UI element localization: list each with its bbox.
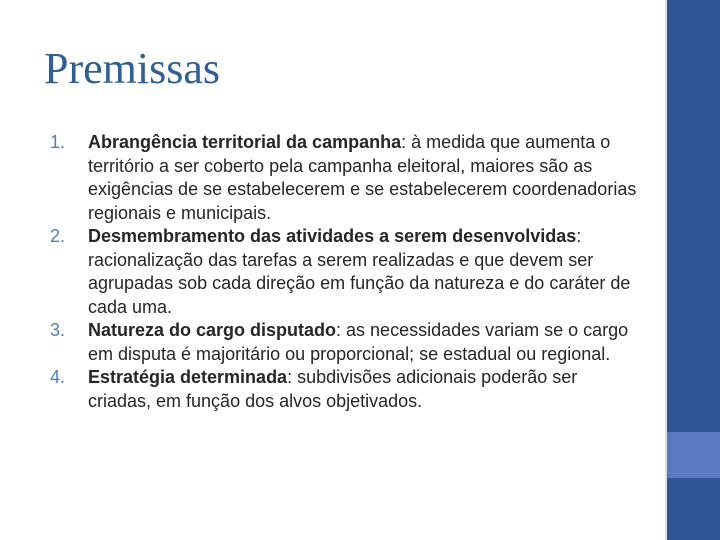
list-item [50,225,640,319]
item-text: : racionalização das tarefas a serem realizadas e que devem ser agrupadas sob cada direção em função da natureza e do caráter de cada uma. [88,226,631,317]
sidebar-accent-block [667,432,720,478]
item-term: Abrangência territorial da campanha [88,132,402,152]
item-body [88,319,640,366]
item-number: 4. [50,367,66,387]
item-body [88,225,640,319]
list-item [50,319,640,366]
item-number: 3. [50,320,66,340]
item-text: : subdivisões adicionais poderão ser criadas, em função dos alvos objetivados. [88,367,578,411]
list-item [50,131,640,225]
slide-title: Premissas [44,44,220,93]
item-number: 2. [50,226,66,246]
item-term: Natureza do cargo disputado [88,320,337,340]
item-text: : as necessidades variam se o cargo em disputa é majoritário ou proporcional; se estadual ou regional. [88,320,629,364]
item-text: : à medida que aumenta o território a ser coberto pela campanha eleitoral, maiores são as exigências de se estabelecerem e se estabelecerem coordenadorias regionais e municipais. [88,132,637,223]
premise-list [50,131,640,413]
item-body [88,366,640,413]
item-body [88,131,640,225]
item-number: 1. [50,132,66,152]
item-term: Estratégia determinada [88,367,288,387]
item-term: Desmembramento das atividades a serem desenvolvidas [88,226,577,246]
list-item [50,366,640,413]
